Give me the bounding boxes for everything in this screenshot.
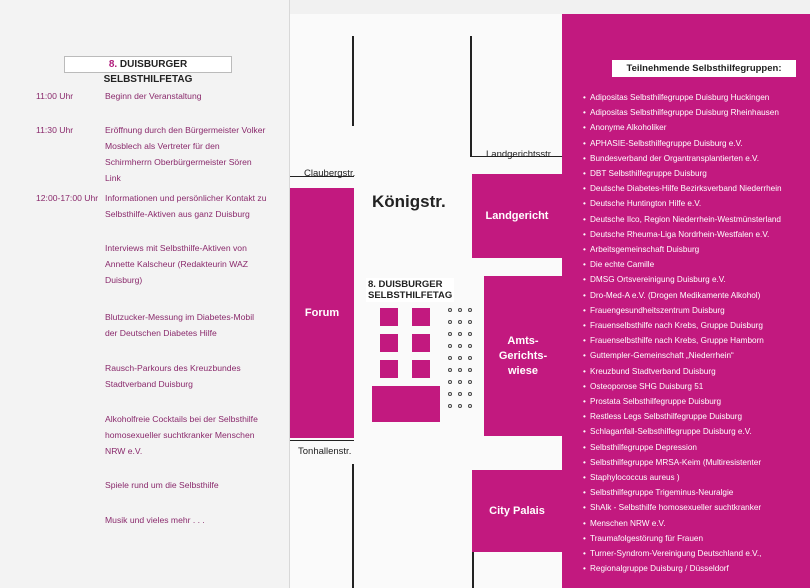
- group-item: • Schlaganfall-Selbsthilfegruppe Duisburg e.V.: [583, 424, 807, 439]
- block-city-palais: City Palais: [472, 470, 562, 552]
- group-item: • Menschen NRW e.V.: [583, 516, 807, 531]
- dot: [458, 308, 462, 312]
- dot: [448, 344, 452, 348]
- street-landgerichtsstr: Landgerichtsstr.: [486, 149, 554, 160]
- dot: [458, 368, 462, 372]
- group-item: • Traumafolgestörung für Frauen: [583, 531, 807, 546]
- group-item: • DMSG Ortsvereinigung Duisburg e.V.: [583, 272, 807, 287]
- group-item: • Restless Legs Selbsthilfegruppe Duisburg: [583, 409, 807, 424]
- dot: [468, 356, 472, 360]
- groups-list: [583, 90, 807, 577]
- schedule-title: 8. DUISBURGER SELBSTHILFETAG: [64, 56, 232, 73]
- dot: [448, 380, 452, 384]
- dot: [458, 404, 462, 408]
- dot: [468, 308, 472, 312]
- group-item: • Frauenselbsthilfe nach Krebs, Gruppe Hamborn: [583, 333, 807, 348]
- group-item: • Dro-Med-A e.V. (Drogen Medikamente Alkohol): [583, 288, 807, 303]
- street-edge: [352, 464, 354, 588]
- event-stand: [380, 308, 398, 326]
- dot: [448, 404, 452, 408]
- group-item: • Guttempler-Gemeinschaft „Niederrhein“: [583, 348, 807, 363]
- street-edge: [290, 440, 354, 441]
- group-item: • Deutsche Diabetes-Hilfe Bezirksverband Niederrhein: [583, 181, 807, 196]
- street-tonhallenstr: Tonhallenstr.: [298, 446, 352, 457]
- dot: [458, 380, 462, 384]
- group-item: • Deutsche Rheuma-Liga Nordrhein-Westfalen e.V.: [583, 227, 807, 242]
- group-item: • Bundesverband der Organtransplantierten e.V.: [583, 151, 807, 166]
- groups-title: Teilnehmende Selbsthilfegruppen:: [612, 60, 796, 77]
- event-stand: [380, 360, 398, 378]
- group-item: • Die echte Camille: [583, 257, 807, 272]
- dot: [448, 332, 452, 336]
- group-item: • Anonyme Alkoholiker: [583, 120, 807, 135]
- event-location-label: 8. DUISBURGER SELBSTHILFETAG: [368, 279, 453, 301]
- dot: [468, 344, 472, 348]
- group-item: • Adipositas Selbsthilfegruppe Duisburg Rheinhausen: [583, 105, 807, 120]
- dot: [448, 392, 452, 396]
- group-item: • Osteoporose SHG Duisburg 51: [583, 379, 807, 394]
- street-koenigstr: Königstr.: [372, 192, 446, 211]
- dot: [448, 320, 452, 324]
- group-item: • Regionalgruppe Duisburg / Düsseldorf: [583, 561, 807, 576]
- group-item: • Staphylococcus aureus ): [583, 470, 807, 485]
- group-item: • Prostata Selbsthilfegruppe Duisburg: [583, 394, 807, 409]
- dot: [468, 392, 472, 396]
- dot: [458, 344, 462, 348]
- block-forum: Forum: [290, 188, 354, 438]
- dot: [448, 356, 452, 360]
- group-item: • Arbeitsgemeinschaft Duisburg: [583, 242, 807, 257]
- group-item: • Frauengesundheitszentrum Duisburg: [583, 303, 807, 318]
- event-stand: [380, 334, 398, 352]
- group-item: • Selbsthilfegruppe Trigeminus-Neuralgie: [583, 485, 807, 500]
- event-stand: [412, 360, 430, 378]
- group-item: • Adipositas Selbsthilfegruppe Duisburg Huckingen: [583, 90, 807, 105]
- schedule-panel: 8. DUISBURGER SELBSTHILFETAG 11:00 Uhr Beginn der Veranstaltung 11:30 Uhr Eröffnung durch den Bürgermeister Volker Mosblech als Vertreter für den Schirmherrn Oberbürgermeister Sören Link 12:00-17:00 Uhr Informationen und persönlicher Kontakt zu Selbsthilfe-Aktiven aus ganz Duisburg Interviews mit Selbsthilfe-Aktiven von Annette Kalscheur (Redakteurin WAZ Duisburg) Blutzucker-Messung im Diabetes-Mobil der Deutschen Diabetes Hilfe Rausch-Parkours des Kreuzbundes Stadtverband Duisburg Alkoholfreie Cocktails bei der Selbsthilfe homosexueller suchtkranker Menschen NRW e.V. Spiele rund um die Selbsthilfe Musik und vieles mehr . . .: [0, 0, 290, 588]
- group-item: • Selbsthilfegruppe Depression: [583, 440, 807, 455]
- dot: [448, 308, 452, 312]
- group-item: • Deutsche Ilco, Region Niederrhein-Westmünsterland: [583, 212, 807, 227]
- dot: [468, 368, 472, 372]
- groups-panel: [562, 14, 810, 588]
- group-item: • ShAlk - Selbsthilfe homosexueller suchtkranker: [583, 500, 807, 515]
- event-stand: [412, 308, 430, 326]
- block-landgericht: Landgericht: [472, 174, 562, 258]
- group-item: • Kreuzbund Stadtverband Duisburg: [583, 364, 807, 379]
- dot: [458, 320, 462, 324]
- group-item: • APHASIE-Selbsthilfegruppe Duisburg e.V.: [583, 136, 807, 151]
- event-stage: [372, 386, 440, 422]
- dot: [458, 356, 462, 360]
- street-edge: [352, 36, 354, 126]
- event-stand: [412, 334, 430, 352]
- dot: [468, 320, 472, 324]
- dot: [448, 368, 452, 372]
- dot: [458, 392, 462, 396]
- street-edge: [470, 36, 472, 156]
- street-claubergstr: Claubergstr.: [304, 168, 356, 179]
- dot: [468, 404, 472, 408]
- group-item: • Selbsthilfegruppe MRSA-Keim (Multiresistenter: [583, 455, 807, 470]
- dot: [468, 380, 472, 384]
- group-item: • Turner-Syndrom-Vereinigung Deutschland e.V.,: [583, 546, 807, 561]
- dot: [468, 332, 472, 336]
- dot: [458, 332, 462, 336]
- map-panel: [290, 14, 562, 588]
- group-item: • Deutsche Huntington Hilfe e.V.: [583, 196, 807, 211]
- group-item: • DBT Selbsthilfegruppe Duisburg: [583, 166, 807, 181]
- group-item: • Frauenselbsthilfe nach Krebs, Gruppe Duisburg: [583, 318, 807, 333]
- block-amtsgericht: Amts- Gerichts- wiese: [484, 276, 562, 436]
